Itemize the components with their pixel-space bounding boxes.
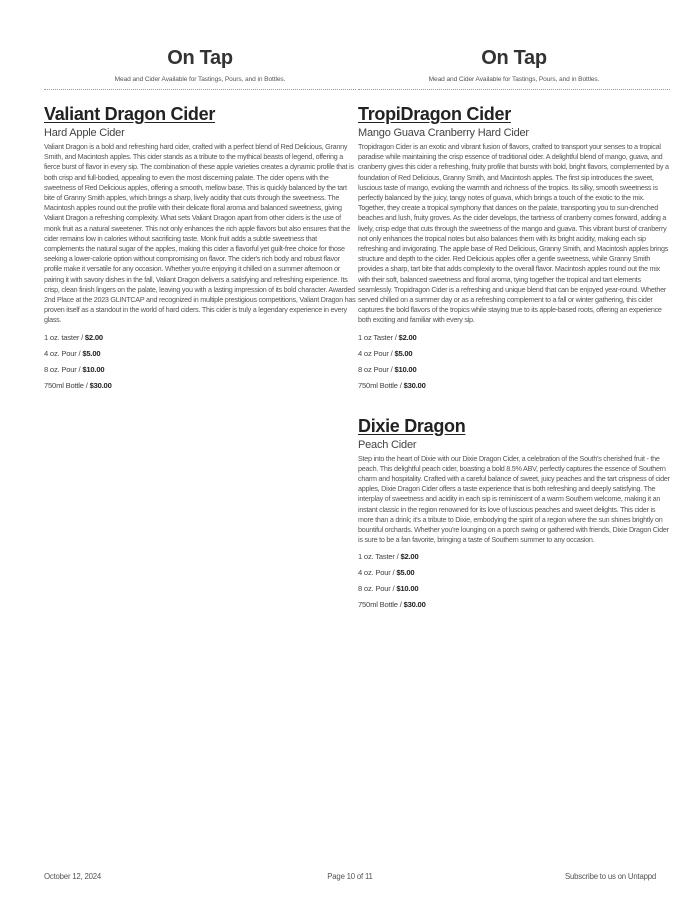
price-value: $30.00 — [89, 380, 112, 390]
price-label: 750ml Bottle / — [358, 600, 402, 610]
page-header — [44, 0, 356, 90]
price-row — [358, 346, 670, 362]
price-row — [44, 330, 356, 346]
price-row — [358, 549, 670, 565]
item-name: Dixie Dragon — [358, 415, 466, 436]
price-label: 750ml Bottle / — [44, 380, 88, 390]
price-row — [358, 581, 670, 597]
price-value: $10.00 — [396, 584, 419, 594]
price-label: 4 oz. Pour / — [44, 348, 81, 358]
price-label: 8 oz Pour / — [358, 364, 393, 374]
price-row — [358, 565, 670, 581]
dotted-divider — [44, 89, 356, 90]
price-row — [44, 362, 356, 378]
footer-date: October 12, 2024 — [44, 872, 102, 881]
page-subtitle: Mead and Cider Available for Tastings, Pours, and in Bottles. — [114, 76, 286, 83]
price-row — [44, 346, 356, 362]
page-title: On Tap — [167, 47, 233, 69]
item-name: Valiant Dragon Cider — [44, 104, 216, 124]
left-column — [44, 0, 356, 394]
dotted-divider — [358, 89, 670, 90]
price-row — [358, 597, 670, 613]
price-row — [358, 378, 670, 394]
price-label: 8 oz. Pour / — [44, 364, 81, 374]
price-label: 1 oz. Taster / — [358, 552, 399, 562]
menu-item-dixie-dragon — [358, 416, 670, 614]
item-description: Tropidragon Cider is an exotic and vibrant fusion of flavors, crafted to transport your senses to a tropical paradise while maintaining the crisp essence of traditional cider. A delightful blend of mango, guava, and cranberry gives this cider a refreshing, fruity profile that bursts with bold, bright flavors, complemented by a foundation of Red Delicious, Granny Smith, and Macintosh apples. The first sip introduces the sweet, luscious taste of mango, evoking the warmth and richness of the tropics. Its silky, smooth sweetness is perfectly balanced by the juicy, tangy notes of guava, which brings a touch of the exotic to the mix. Together, they create a tropical symphony that dances on the palate, transporting you to sun-drenched beaches and lush, fruity groves. As the cider develops, the tartness of cranberry comes forward, adding a lively, crisp edge that cuts through the sweetness of the mango and guava. This vibrant burst of cranberry not only enhances the tropical notes but also balances them with its bright acidity, making each sip refreshing and invigorating. The apple base of Red Delicious, Granny Smith, and Macintosh apples brings structure and depth to the cider. Red Delicious apples offer a gentle sweetness, while Granny Smith provides a sharp, tart bite that adds complexity to the overall flavor. Macintosh apples round out the mix with their soft, balanced sweetness and floral aroma, tying together the tropical and tart elements seamlessly. Tropidragon Cider is a refreshing and unique blend that can be enjoyed year-round. Whether served chilled on a summer day or as a refreshing complement to a fall or winter gathering, this cider captures the bold flavors of the tropics while staying true to its apple-based roots, offering an experience both exciting and familiar with every sip. — [358, 142, 669, 325]
page-title: On Tap — [481, 47, 547, 69]
untappd-link[interactable]: Subscribe to us on Untappd — [564, 872, 656, 881]
price-row — [358, 330, 670, 346]
menu-item-valiant-dragon — [44, 104, 356, 394]
right-column — [358, 0, 670, 613]
item-name: TropiDragon Cider — [358, 104, 511, 124]
price-value: $5.00 — [82, 348, 101, 358]
item-style: Hard Apple Cider — [44, 127, 125, 139]
menu-item-tropidragon — [358, 104, 670, 394]
price-value: $5.00 — [394, 348, 413, 358]
price-label: 1 oz Taster / — [358, 332, 397, 342]
price-label: 4 oz Pour / — [358, 348, 393, 358]
price-value: $30.00 — [403, 600, 426, 610]
item-style: Mango Guava Cranberry Hard Cider — [358, 127, 529, 139]
price-label: 750ml Bottle / — [358, 380, 402, 390]
footer-page-number: Page 10 of 11 — [327, 872, 373, 881]
price-row — [44, 378, 356, 394]
price-label: 8 oz. Pour / — [358, 584, 395, 594]
price-list — [358, 330, 670, 394]
price-label: 4 oz. Pour / — [358, 568, 395, 578]
price-label: 1 oz. taster / — [44, 332, 83, 342]
page-subtitle: Mead and Cider Available for Tastings, Pours, and in Bottles. — [428, 76, 600, 83]
item-style: Peach Cider — [358, 438, 417, 451]
item-description: Valiant Dragon is a bold and refreshing hard cider, crafted with a perfect blend of Red Delicious, Granny Smith, and Macintosh apples. This cider stands as a tribute to the mythical beasts of legend, offering a fierce burst of flavor in every sip. The combination of these apple varieties creates a dynamic profile that is both crisp and full-bodied, appealing to even the most discerning palate. The cider opens with the sweetness of Red Delicious apples, offering a smooth, mellow base. This is quickly balanced by the tart bite of Granny Smith apples, which brings a sharp, lively acidity that cuts through the sweetness. The Macintosh apples round out the profile with their delicate floral aroma and balanced sweetness, giving Valiant Dragon a refreshing complexity. What sets Valiant Dragon apart from other ciders is the use of monk fruit as a natural sweetener. This not only enhances the rich apple flavors but also ensures that the cider remains low in calories without sacrificing taste. Monk fruit adds a subtle sweetness that complements the natural sugar of the apples, making this cider a flavorful yet guilt-free choice for those seeking a lower-calorie option without compromising on flavor. The cider's rich body and robust flavor profile make it versatile for any occasion. Whether you're enjoying it chilled on a summer afternoon or pairing it with savory dishes in the fall, Valiant Dragon delivers a satisfying and refreshing experience. Its crisp, clean finish lingers on the palate, leaving you with a lasting impression of its bold character. Awarded 2nd Place at the 2023 GLINTCAP and recognized in multiple prestigious competitions, Valiant Dragon has proven itself as a standout in the world of hard ciders. This cider is truly a legendary experience in every glass. — [44, 142, 356, 325]
price-list — [358, 549, 670, 613]
page-header — [358, 0, 670, 90]
price-value: $2.00 — [84, 332, 103, 342]
price-row — [358, 362, 670, 378]
price-value: $30.00 — [403, 380, 426, 390]
price-value: $10.00 — [394, 364, 417, 374]
price-value: $10.00 — [82, 364, 105, 374]
price-value: $2.00 — [398, 332, 417, 342]
price-value: $5.00 — [396, 568, 415, 578]
item-description: Step into the heart of Dixie with our Dixie Dragon Cider, a celebration of the South's cherished fruit - the peach. This delightful peach cider, boasting a bold 8.5% ABV, perfectly captures the essence of Southern charm and hospitality. Crafted with a careful balance of sweet, juicy peaches and the tart crispness of cider apples, Dixie Dragon Cider offers a taste experience that is both refreshing and deeply satisfying. The interplay of sweetness and acidity in each sip is reminiscent of a warm Southern welcome, making it an instant classic in the region renowned for its love of luscious peaches and sweet delights. This cider is more than a drink; it's a tribute to Dixie, embodying the spirit of a region where the sun shines brightly on bountiful orchards. Whether you're lounging on a porch swing or gathered with friends, Dixie Dragon Cider is sure to be a fan favorite, bringing a taste of Southern summer to any occasion. — [358, 453, 670, 545]
price-value: $2.00 — [400, 552, 419, 562]
price-list — [44, 330, 356, 394]
